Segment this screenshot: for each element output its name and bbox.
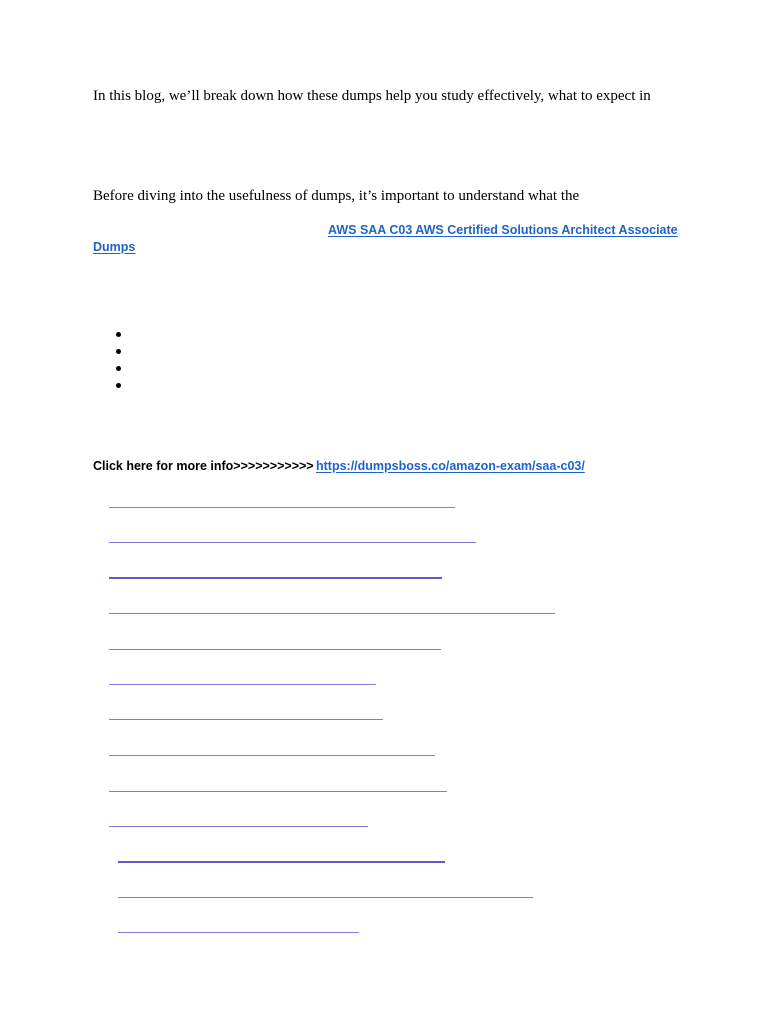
underlined-link[interactable] (109, 826, 368, 827)
underlined-link[interactable] (109, 507, 455, 508)
underlined-link[interactable] (109, 577, 442, 579)
before-paragraph: Before diving into the usefulness of dumps, it’s important to understand what the (93, 188, 580, 204)
intro-paragraph: In this blog, we’ll break down how these dumps help you study effectively, what to expect in (93, 88, 651, 104)
underlined-link[interactable] (118, 861, 445, 863)
dumps-link[interactable]: AWS SAA C03 AWS Certified Solutions Architect Associate (328, 223, 678, 237)
underlined-link[interactable] (109, 719, 383, 720)
underlined-link[interactable] (118, 932, 359, 933)
more-info-link[interactable]: https://dumpsboss.co/amazon-exam/saa-c03/ (316, 459, 585, 473)
underlined-link[interactable] (109, 542, 476, 543)
dumps-link-continued[interactable]: Dumps (93, 240, 136, 254)
underlined-link[interactable] (109, 613, 555, 614)
underlined-link[interactable] (109, 649, 441, 650)
more-info-label: Click here for more info>>>>>>>>>>> (93, 459, 314, 473)
underlined-link[interactable] (109, 755, 435, 756)
underlined-link[interactable] (118, 897, 533, 898)
underlined-link[interactable] (109, 684, 376, 685)
underlined-link[interactable] (109, 791, 447, 792)
